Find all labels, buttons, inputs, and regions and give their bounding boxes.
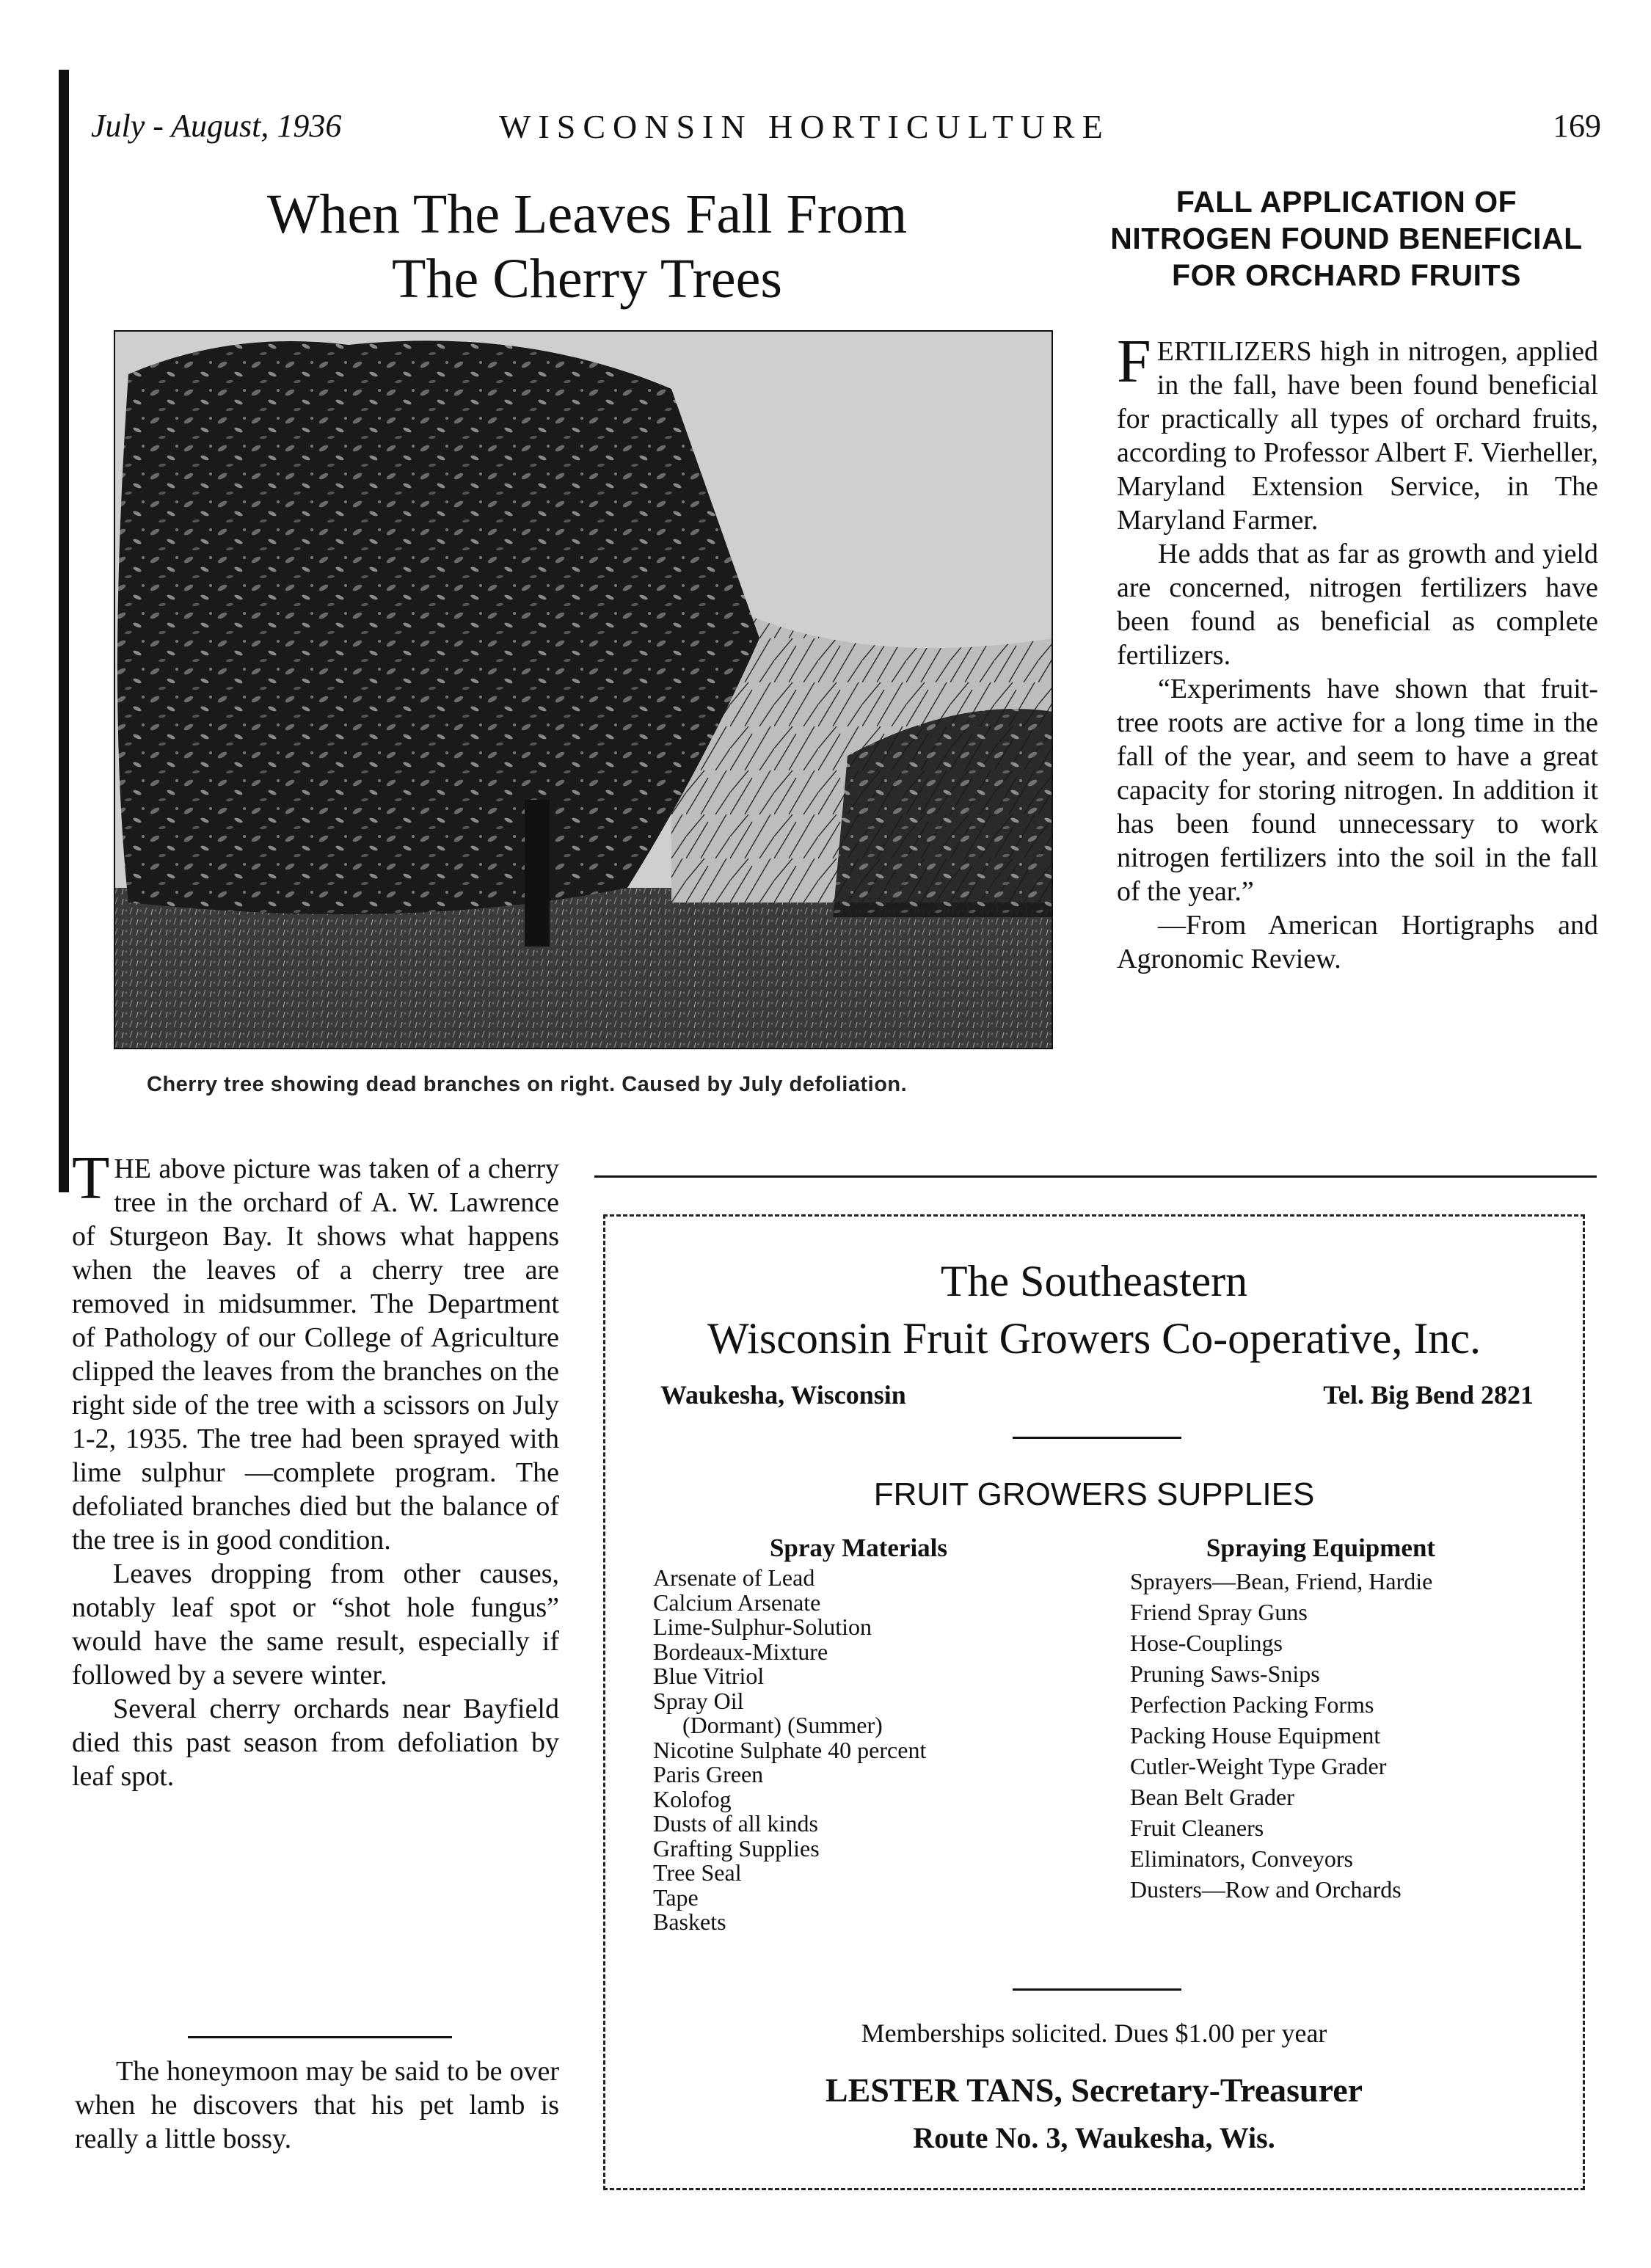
list-item: Baskets bbox=[653, 1908, 726, 1935]
list-item: Hose-Couplings bbox=[1130, 1630, 1283, 1656]
list-item: Bean Belt Grader bbox=[1130, 1784, 1294, 1810]
ad-city: Waukesha, Wisconsin bbox=[660, 1380, 906, 1410]
list-item: Blue Vitriol bbox=[653, 1663, 765, 1689]
section-divider bbox=[188, 2036, 452, 2038]
list-item: Kolofog bbox=[653, 1785, 732, 1812]
headline-line-2: The Cherry Trees bbox=[392, 248, 782, 310]
article-paragraph-1: THE above picture was taken of a cherry tree in the orchard of A. W. Lawrence of Sturgeon Bay. It shows what happens when the leaves of a cherry tree are removed in midsummer. The Department of Pathology of our College of Agriculture clipped the leaves from the branches on the right side of the tree with a scissors on July 1-2, 1935. The tree had been sprayed with lime sulphur —complete program. The defoliated branches died but the balance of the tree is in good condition. bbox=[72, 1144, 559, 1556]
drop-cap: T bbox=[72, 1144, 110, 1212]
binding-bar bbox=[59, 70, 69, 1192]
list-item: Tree Seal bbox=[653, 1859, 742, 1886]
ad-title-company: Wisconsin Fruit Growers Co-operative, Inc. bbox=[707, 1314, 1481, 1363]
nitrogen-paragraph-1: FERTILIZERS high in nitrogen, applied in the fall, have been found beneficial for practically all types of orchard fruits, according to Professor Albert F. Vierheller, Maryland Extension Service, in The Maryland Farmer. bbox=[1117, 327, 1598, 536]
section-divider bbox=[594, 1175, 1597, 1178]
list-item: Eliminators, Conveyors bbox=[1130, 1845, 1353, 1872]
list-item: Arsenate of Lead bbox=[653, 1564, 815, 1591]
magazine-title: WISCONSIN HORTICULTURE bbox=[499, 108, 1110, 145]
list-item: Sprayers—Bean, Friend, Hardie bbox=[1130, 1568, 1433, 1594]
list-item: Fruit Cleaners bbox=[1130, 1815, 1264, 1841]
page-number: 169 bbox=[1553, 108, 1601, 144]
list-item: Perfection Packing Forms bbox=[1130, 1691, 1374, 1718]
issue-date: July - August, 1936 bbox=[91, 108, 342, 144]
list-item: Lime-Sulphur-Solution bbox=[653, 1614, 872, 1640]
filler-paragraph: The honeymoon may be said to be over when he discovers that his pet lamb is really a little bossy. bbox=[75, 2056, 559, 2154]
spray-materials-heading: Spray Materials bbox=[769, 1534, 948, 1562]
list-item: Grafting Supplies bbox=[653, 1834, 820, 1862]
secretary-address: Route No. 3, Waukesha, Wis. bbox=[913, 2121, 1275, 2154]
article-paragraph-3: Several cherry orchards near Bayfield died this past season from defoliation by leaf spot. bbox=[72, 1693, 559, 1792]
nitrogen-source: —From American Hortigraphs and Agronomic Review. bbox=[1117, 910, 1598, 974]
list-item: Dusts of all kinds bbox=[653, 1810, 818, 1837]
ad-divider bbox=[1013, 1988, 1181, 1991]
ad-section-heading: FRUIT GROWERS SUPPLIES bbox=[873, 1476, 1315, 1512]
list-item: Cutler-Weight Type Grader bbox=[1130, 1753, 1387, 1779]
cherry-tree-photo bbox=[114, 330, 1053, 1049]
spraying-equipment-list bbox=[1130, 1566, 1541, 1905]
drop-cap: F bbox=[1117, 327, 1151, 395]
ad-divider bbox=[1013, 1437, 1181, 1439]
nitrogen-paragraph-2: He adds that as far as growth and yield are concerned, nitrogen fertilizers have been found as beneficial as complete fertilizers. bbox=[1117, 539, 1598, 671]
list-item: Friend Spray Guns bbox=[1130, 1599, 1308, 1625]
list-item: Dusters—Row and Orchards bbox=[1130, 1876, 1402, 1903]
photo-caption: Cherry tree showing dead branches on right. Caused by July defoliation. bbox=[147, 1073, 908, 1096]
article-paragraph-2: Leaves dropping from other causes, notably leaf spot or “shot hole fungus” would have the same result, especially if followed by a severe winter. bbox=[72, 1558, 559, 1691]
list-item: (Dormant) (Summer) bbox=[682, 1712, 883, 1738]
ad-title: The Southeastern bbox=[940, 1257, 1248, 1305]
article-body bbox=[72, 1144, 559, 1793]
spraying-equipment-heading: Spraying Equipment bbox=[1206, 1534, 1436, 1562]
secretary-name: LESTER TANS, Secretary-Treasurer bbox=[825, 2071, 1363, 2109]
article-headline bbox=[147, 182, 1027, 311]
ad-telephone: Tel. Big Bend 2821 bbox=[1323, 1380, 1534, 1410]
list-item: Nicotine Sulphate 40 percent bbox=[653, 1736, 927, 1763]
list-item: Packing House Equipment bbox=[1130, 1722, 1381, 1749]
nitrogen-headline: FALL APPLICATION OF NITROGEN FOUND BENEFICIAL FOR ORCHARD FRUITS bbox=[1110, 185, 1583, 292]
list-item: Bordeaux-Mixture bbox=[653, 1638, 828, 1665]
membership-note: Memberships solicited. Dues $1.00 per year bbox=[861, 2019, 1327, 2048]
list-item: Paris Green bbox=[653, 1761, 764, 1787]
list-item: Spray Oil bbox=[653, 1687, 744, 1714]
list-item: Calcium Arsenate bbox=[653, 1589, 821, 1616]
nitrogen-body bbox=[1117, 327, 1598, 976]
list-item: Pruning Saws-Snips bbox=[1130, 1660, 1320, 1687]
spray-materials-list bbox=[653, 1566, 1108, 1935]
list-item: Tape bbox=[653, 1884, 699, 1911]
headline-line-1: When The Leaves Fall From bbox=[266, 183, 908, 245]
nitrogen-paragraph-3: “Experiments have shown that fruit-tree roots are active for a long time in the fall of the year, and seem to have a great capacity for storing nitrogen. In addition it has been found unnecessary to work nitrogen fertilizers into the soil in the fall of the year.” bbox=[1117, 674, 1598, 907]
